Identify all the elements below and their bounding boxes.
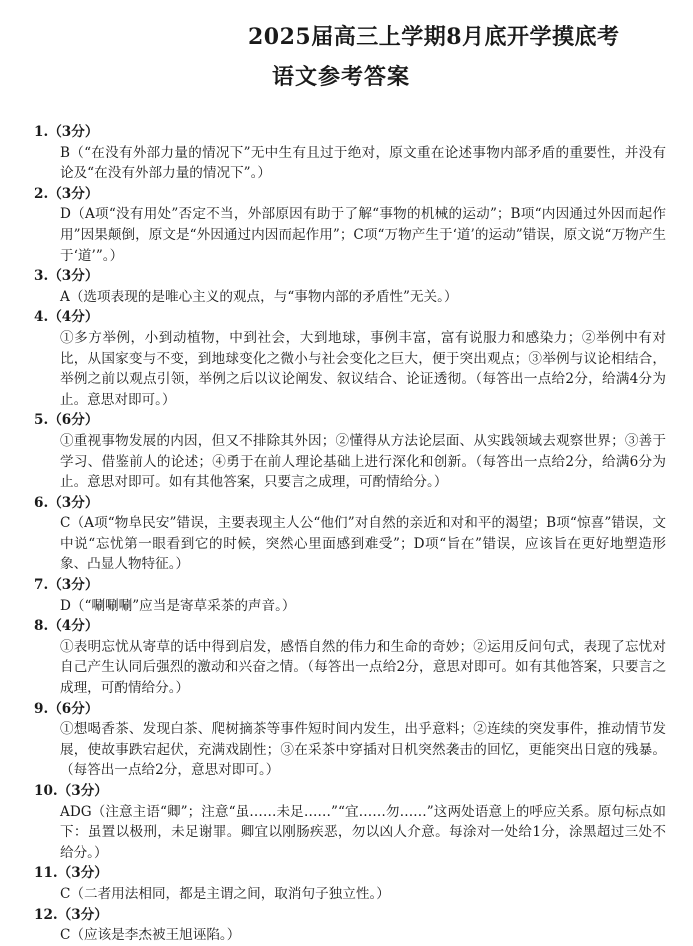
answer-text: ①多方举例，小到动植物，中到社会，大到地球，事例丰富，富有说服力和感染力；②举例中有对比，从国家变与不变，到地球变化之微小与社会变化之巨大，便于突出观点；③举例与议论相结合，举例之前以观点引领，举例之后以议论阐发、叙议结合、论证透彻。（每答出一点给2分，给满4分为止。意思对即可。） [60, 329, 666, 408]
answer-text: C（应该是李杰被王旭诬陷。） [60, 927, 241, 944]
answer-item-3 [34, 266, 666, 307]
answer-text: C（二者用法相同，都是主谓之间，取消句子独立性。） [60, 885, 390, 902]
question-number: 2.（3分） [34, 185, 99, 202]
answer-item-1 [34, 122, 666, 184]
answer-text: C（A项“物阜民安”错误，主要表现主人公“他们”对自然的亲近和对和平的渴望；B项“惊喜”错误，文中说“忘忧第一眼看到它的时候，突然心里面感到难受”；D项“旨在”错误，应该旨在更好地塑造形象、凸显人物特征。） [60, 515, 666, 573]
answer-text: ADG（注意主语“卿”；注意“虽……未足……”“宜……勿……”这两处语意上的呼应关系。原句标点如下：虽置以极刑，未足谢罪。卿宜以刚肠疾恶，勿以凶人介意。每涂对一处给1分，涂黑超过三处不给分。） [60, 803, 666, 861]
answer-item-9 [34, 699, 666, 781]
answer-text: D（A项“没有用处”否定不当，外部原因有助于了解“事物的机械的运动”；B项“内因通过外因而起作用”因果颠倒，原文是“外因通过内因而起作用”；C项“万物产生于‘道’的运动”错误，原文说“万物产生于‘道’”。） [60, 206, 666, 264]
answer-list [34, 122, 666, 946]
question-number: 11.（3分） [34, 865, 108, 882]
exam-title: 2025届高三上学期8月底开学摸底考 [248, 24, 620, 50]
question-number: 12.（3分） [34, 906, 108, 923]
answer-item-4 [34, 307, 666, 410]
answer-text: ①表明忘忧从寄草的话中得到启发，感悟自然的伟力和生命的奇妙；②运用反问句式，表现了忘忧对自己产生认同后强烈的激动和兴奋之情。（每答出一点给2分，意思对即可。如有其他答案，只要言之成理，可酌情给分。） [60, 638, 666, 697]
answer-item-8 [34, 616, 666, 698]
answer-text: D（“唰唰唰”应当是寄草采茶的声音。） [60, 597, 296, 614]
exam-subtitle: 语文参考答案 [272, 64, 411, 90]
question-number: 5.（6分） [34, 412, 99, 429]
question-number: 10.（3分） [34, 783, 108, 799]
answer-item-12 [34, 905, 666, 946]
question-number: 7.（3分） [34, 577, 99, 594]
answer-text: ①重视事物发展的内因，但又不排除其外因；②懂得从方法论层面、从实践领域去观察世界；③善于学习、借鉴前人的论述；④勇于在前人理论基础上进行深化和创新。（每答出一点给2分，给满6分为止。意思对即可。如有其他答案，只要言之成理，可酌情给分。） [60, 432, 666, 491]
answer-text: A（选项表现的是唯心主义的观点，与“事物内部的矛盾性”无关。） [60, 288, 458, 305]
question-number: 1.（3分） [34, 124, 99, 140]
answer-text: B（“在没有外部力量的情况下”无中生有且过于绝对，原文重在论述事物内部矛盾的重要性，并没有论及“在没有外部力量的情况下”。） [60, 144, 666, 182]
answer-item-7 [34, 575, 666, 616]
question-number: 3.（3分） [34, 268, 99, 285]
question-number: 4.（4分） [34, 309, 99, 326]
question-number: 9.（6分） [34, 700, 99, 717]
question-number: 8.（4分） [34, 618, 99, 635]
answer-item-2 [34, 184, 666, 266]
answer-item-11 [34, 863, 666, 904]
answer-item-5 [34, 410, 666, 492]
answer-text: ①想喝香茶、发现白茶、爬树摘茶等事件短时间内发生，出乎意料；②连续的突发事件，推动情节发展，使故事跌宕起伏，充满戏剧性；③在采茶中穿插对日机突然袭击的回忆，更能突出日寇的残暴。（每答出一点给2分，意思对即可。） [60, 721, 666, 779]
answer-item-10 [34, 781, 666, 863]
answer-item-6 [34, 493, 666, 575]
question-number: 6.（3分） [34, 494, 99, 511]
